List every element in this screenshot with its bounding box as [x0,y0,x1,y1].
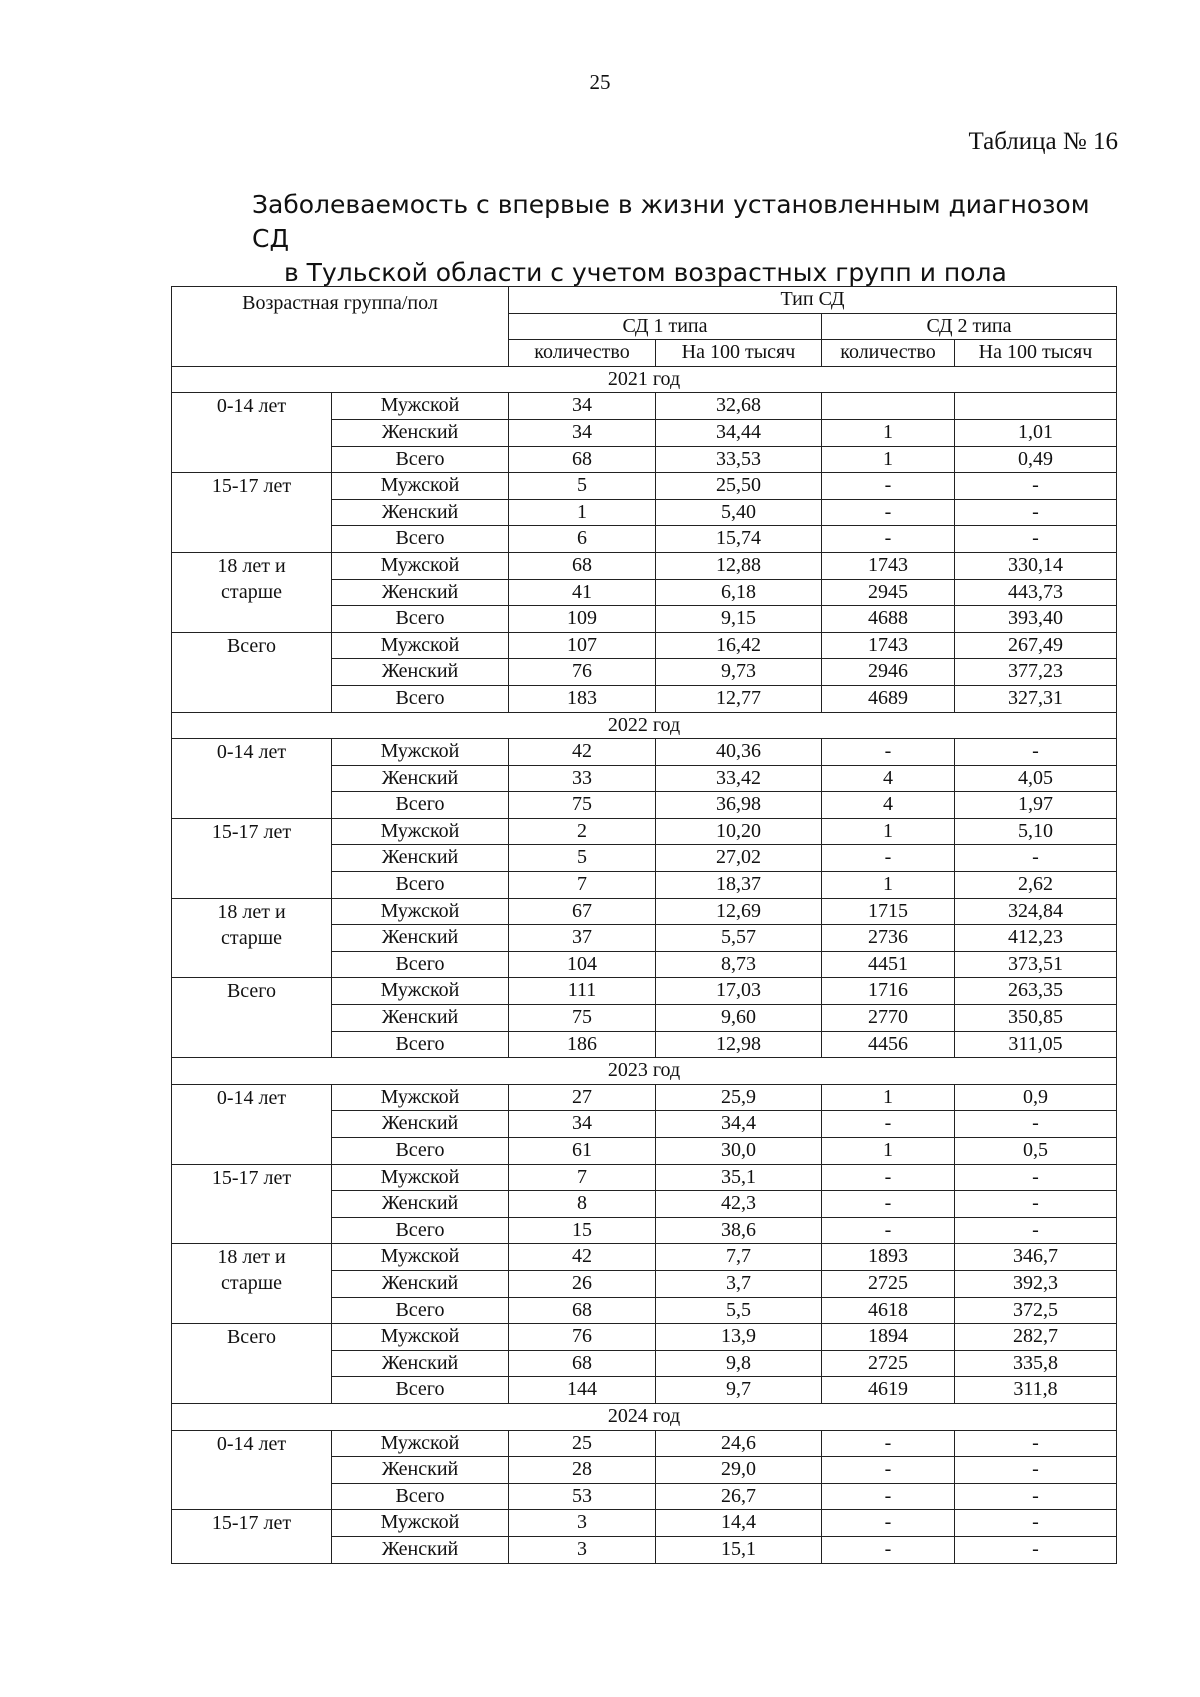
sex-cell: Всего [332,685,509,712]
sex-cell: Женский [332,1457,509,1484]
header-type2-per100k: На 100 тысяч [955,340,1117,367]
sex-cell: Женский [332,765,509,792]
type1-count-cell: 42 [509,739,656,766]
type2-rate-cell: 373,51 [955,951,1117,978]
type2-count-cell: 4689 [822,685,955,712]
type2-count-cell: 1743 [822,552,955,579]
type2-count-cell: - [822,526,955,553]
header-type2: СД 2 типа [822,313,1117,340]
sex-cell: Женский [332,1005,509,1032]
sex-cell: Всего [332,792,509,819]
sex-cell: Мужской [332,1164,509,1191]
table-row [172,393,1117,420]
type1-count-cell: 68 [509,446,656,473]
type1-count-cell: 186 [509,1031,656,1058]
type2-rate-cell: 267,49 [955,632,1117,659]
type2-rate-cell: 335,8 [955,1350,1117,1377]
type2-rate-cell: 263,35 [955,978,1117,1005]
type2-count-cell: - [822,739,955,766]
type2-rate-cell: - [955,1457,1117,1484]
year-row: 2023 год [172,1058,1117,1085]
type2-rate-cell: 393,40 [955,606,1117,633]
type1-count-cell: 53 [509,1483,656,1510]
type1-rate-cell: 42,3 [656,1191,822,1218]
sex-cell: Женский [332,419,509,446]
type2-count-cell [822,393,955,420]
type1-rate-cell: 9,15 [656,606,822,633]
type1-rate-cell: 27,02 [656,845,822,872]
type1-count-cell: 27 [509,1084,656,1111]
type1-count-cell: 1 [509,499,656,526]
header-type: Тип СД [509,287,1117,314]
type2-count-cell: 2946 [822,659,955,686]
type1-rate-cell: 34,44 [656,419,822,446]
type1-rate-cell: 32,68 [656,393,822,420]
sex-cell: Всего [332,1217,509,1244]
type1-count-cell: 34 [509,419,656,446]
type1-rate-cell: 7,7 [656,1244,822,1271]
type2-count-cell: 1 [822,446,955,473]
sex-cell: Мужской [332,552,509,579]
type2-count-cell: 1 [822,1084,955,1111]
type1-count-cell: 34 [509,393,656,420]
age-group-cell: 18 лет и старше [172,898,332,978]
type2-rate-cell: - [955,499,1117,526]
sex-cell: Мужской [332,739,509,766]
type1-count-cell: 7 [509,1164,656,1191]
type2-rate-cell: - [955,526,1117,553]
sex-cell: Всего [332,1377,509,1404]
type1-rate-cell: 33,42 [656,765,822,792]
type2-rate-cell: - [955,1164,1117,1191]
age-group-cell: 15-17 лет [172,1510,332,1563]
sex-cell: Мужской [332,1084,509,1111]
type2-count-cell: - [822,499,955,526]
type2-count-cell: 2736 [822,925,955,952]
type2-rate-cell: 330,14 [955,552,1117,579]
sex-cell: Всего [332,446,509,473]
type2-count-cell: 1743 [822,632,955,659]
type2-rate-cell: - [955,1483,1117,1510]
type1-count-cell: 67 [509,898,656,925]
type2-rate-cell: 282,7 [955,1324,1117,1351]
type1-count-cell: 104 [509,951,656,978]
type1-rate-cell: 9,60 [656,1005,822,1032]
type2-count-cell: - [822,1510,955,1537]
table-number: Таблица № 16 [968,128,1118,155]
type1-rate-cell: 5,40 [656,499,822,526]
type1-rate-cell: 6,18 [656,579,822,606]
sex-cell: Всего [332,606,509,633]
type1-rate-cell: 12,88 [656,552,822,579]
table-body [172,366,1117,1563]
type1-rate-cell: 9,8 [656,1350,822,1377]
type1-count-cell: 7 [509,872,656,899]
type1-rate-cell: 36,98 [656,792,822,819]
type2-rate-cell: 311,8 [955,1377,1117,1404]
type2-rate-cell: 372,5 [955,1297,1117,1324]
age-group-cell: 0-14 лет [172,739,332,819]
type1-rate-cell: 12,98 [656,1031,822,1058]
type2-rate-cell: 392,3 [955,1270,1117,1297]
type2-rate-cell: 346,7 [955,1244,1117,1271]
age-group-cell: 0-14 лет [172,393,332,473]
type2-count-cell: 1894 [822,1324,955,1351]
age-group-cell: Всего [172,632,332,712]
type2-count-cell: 1 [822,419,955,446]
header-type1-count: количество [509,340,656,367]
type2-count-cell: 4688 [822,606,955,633]
type1-count-cell: 5 [509,845,656,872]
page-number: 25 [589,70,611,94]
type2-rate-cell: 350,85 [955,1005,1117,1032]
type1-rate-cell: 3,7 [656,1270,822,1297]
type2-rate-cell: 2,62 [955,872,1117,899]
type1-count-cell: 107 [509,632,656,659]
sex-cell: Всего [332,1483,509,1510]
type1-count-cell: 28 [509,1457,656,1484]
type2-rate-cell: 0,5 [955,1138,1117,1165]
type2-rate-cell: - [955,845,1117,872]
type2-rate-cell: 0,9 [955,1084,1117,1111]
sex-cell: Мужской [332,632,509,659]
header-type2-count: количество [822,340,955,367]
type2-rate-cell: - [955,1191,1117,1218]
type2-count-cell: - [822,1191,955,1218]
type1-rate-cell: 5,5 [656,1297,822,1324]
type2-rate-cell: 311,05 [955,1031,1117,1058]
type1-rate-cell: 16,42 [656,632,822,659]
type2-count-cell: - [822,1536,955,1563]
year-row: 2024 год [172,1403,1117,1430]
sex-cell: Мужской [332,1510,509,1537]
type2-count-cell: - [822,1111,955,1138]
sex-cell: Мужской [332,1324,509,1351]
age-group-cell: 0-14 лет [172,1430,332,1510]
type1-count-cell: 3 [509,1536,656,1563]
table-title [252,188,1102,290]
type2-count-cell: - [822,1217,955,1244]
sex-cell: Мужской [332,898,509,925]
year-row: 2021 год [172,366,1117,393]
sex-cell: Женский [332,579,509,606]
type1-count-cell: 3 [509,1510,656,1537]
type1-count-cell: 111 [509,978,656,1005]
type1-count-cell: 8 [509,1191,656,1218]
table-row [172,978,1117,1005]
type1-rate-cell: 17,03 [656,978,822,1005]
type1-rate-cell: 26,7 [656,1483,822,1510]
age-group-cell: Всего [172,1324,332,1404]
type1-count-cell: 33 [509,765,656,792]
type1-rate-cell: 29,0 [656,1457,822,1484]
type2-count-cell: 4 [822,765,955,792]
age-group-cell: 15-17 лет [172,818,332,898]
table-row [172,473,1117,500]
type1-rate-cell: 35,1 [656,1164,822,1191]
type1-count-cell: 37 [509,925,656,952]
type1-rate-cell: 34,4 [656,1111,822,1138]
type2-count-cell: 4451 [822,951,955,978]
type1-rate-cell: 40,36 [656,739,822,766]
type1-count-cell: 76 [509,1324,656,1351]
type1-count-cell: 5 [509,473,656,500]
type2-rate-cell: 5,10 [955,818,1117,845]
type1-rate-cell: 5,57 [656,925,822,952]
age-group-cell: 18 лет и старше [172,1244,332,1324]
type2-count-cell: 1715 [822,898,955,925]
table-title-line-1: Заболеваемость с впервые в жизни установленным диагнозом СД [252,190,1090,253]
table-row [172,739,1117,766]
type2-count-cell: 2945 [822,579,955,606]
sex-cell: Мужской [332,1244,509,1271]
type2-count-cell: - [822,1457,955,1484]
type2-count-cell: 2725 [822,1350,955,1377]
sex-cell: Всего [332,951,509,978]
sex-cell: Мужской [332,1430,509,1457]
type1-count-cell: 75 [509,792,656,819]
sex-cell: Женский [332,1191,509,1218]
type1-count-cell: 75 [509,1005,656,1032]
table-row [172,1510,1117,1537]
sex-cell: Женский [332,1536,509,1563]
type1-rate-cell: 30,0 [656,1138,822,1165]
type2-count-cell: 1 [822,872,955,899]
type1-count-cell: 68 [509,1350,656,1377]
sex-cell: Всего [332,1138,509,1165]
type1-count-cell: 76 [509,659,656,686]
type1-rate-cell: 9,7 [656,1377,822,1404]
type1-count-cell: 42 [509,1244,656,1271]
type1-count-cell: 61 [509,1138,656,1165]
type2-rate-cell: 0,49 [955,446,1117,473]
sex-cell: Всего [332,1031,509,1058]
type1-count-cell: 68 [509,1297,656,1324]
age-group-cell: 15-17 лет [172,1164,332,1244]
sex-cell: Мужской [332,393,509,420]
sex-cell: Всего [332,872,509,899]
type2-rate-cell: 327,31 [955,685,1117,712]
type1-rate-cell: 14,4 [656,1510,822,1537]
type2-rate-cell: - [955,1217,1117,1244]
type1-count-cell: 41 [509,579,656,606]
type2-rate-cell: - [955,473,1117,500]
sex-cell: Женский [332,1111,509,1138]
type2-count-cell: 2725 [822,1270,955,1297]
type1-rate-cell: 38,6 [656,1217,822,1244]
type2-count-cell: - [822,473,955,500]
type2-rate-cell [955,393,1117,420]
type1-count-cell: 144 [509,1377,656,1404]
table-row [172,1324,1117,1351]
table-row [172,898,1117,925]
table-row [172,1430,1117,1457]
type1-count-cell: 109 [509,606,656,633]
type2-count-cell: 4456 [822,1031,955,1058]
type1-count-cell: 34 [509,1111,656,1138]
type1-count-cell: 25 [509,1430,656,1457]
type2-rate-cell: 1,01 [955,419,1117,446]
sex-cell: Женский [332,659,509,686]
age-group-cell: Всего [172,978,332,1058]
type2-rate-cell: 1,97 [955,792,1117,819]
type2-rate-cell: - [955,1430,1117,1457]
type2-rate-cell: 324,84 [955,898,1117,925]
age-group-cell: 0-14 лет [172,1084,332,1164]
type1-rate-cell: 8,73 [656,951,822,978]
table-row [172,1084,1117,1111]
table-row [172,818,1117,845]
type1-rate-cell: 25,50 [656,473,822,500]
type1-rate-cell: 15,74 [656,526,822,553]
type1-count-cell: 6 [509,526,656,553]
type2-count-cell: 1893 [822,1244,955,1271]
sex-cell: Всего [332,526,509,553]
sex-cell: Женский [332,845,509,872]
type1-count-cell: 2 [509,818,656,845]
incidence-table [171,286,1117,1564]
type2-count-cell: 2770 [822,1005,955,1032]
header-age-sex: Возрастная группа/пол [172,287,509,367]
sex-cell: Всего [332,1297,509,1324]
type1-rate-cell: 12,69 [656,898,822,925]
sex-cell: Мужской [332,978,509,1005]
type2-count-cell: - [822,1164,955,1191]
sex-cell: Женский [332,1270,509,1297]
sex-cell: Мужской [332,473,509,500]
type2-count-cell: 1716 [822,978,955,1005]
type2-count-cell: 1 [822,1138,955,1165]
type1-rate-cell: 12,77 [656,685,822,712]
type2-rate-cell: 377,23 [955,659,1117,686]
sex-cell: Женский [332,925,509,952]
type2-rate-cell: 4,05 [955,765,1117,792]
type2-rate-cell: - [955,1536,1117,1563]
table-row [172,1244,1117,1271]
sex-cell: Женский [332,1350,509,1377]
table-row [172,1164,1117,1191]
type2-count-cell: 4619 [822,1377,955,1404]
age-group-cell: 18 лет и старше [172,552,332,632]
table-title-line-2: в Тульской области с учетом возрастных групп и пола [284,258,1007,287]
type1-count-cell: 183 [509,685,656,712]
type1-rate-cell: 13,9 [656,1324,822,1351]
type1-rate-cell: 9,73 [656,659,822,686]
type2-count-cell: - [822,1430,955,1457]
type2-count-cell: - [822,845,955,872]
header-type1-per100k: На 100 тысяч [656,340,822,367]
type2-count-cell: 1 [822,818,955,845]
age-group-cell: 15-17 лет [172,473,332,553]
type2-rate-cell: 443,73 [955,579,1117,606]
type2-rate-cell: - [955,1510,1117,1537]
table-row [172,632,1117,659]
type2-count-cell: 4618 [822,1297,955,1324]
header-type1: СД 1 типа [509,313,822,340]
type2-rate-cell: - [955,739,1117,766]
type1-rate-cell: 24,6 [656,1430,822,1457]
type2-rate-cell: 412,23 [955,925,1117,952]
type2-count-cell: 4 [822,792,955,819]
type1-count-cell: 68 [509,552,656,579]
type1-rate-cell: 25,9 [656,1084,822,1111]
year-row: 2022 год [172,712,1117,739]
type1-rate-cell: 33,53 [656,446,822,473]
type2-count-cell: - [822,1483,955,1510]
table-row [172,552,1117,579]
sex-cell: Мужской [332,818,509,845]
type1-rate-cell: 15,1 [656,1536,822,1563]
type1-rate-cell: 10,20 [656,818,822,845]
type1-count-cell: 15 [509,1217,656,1244]
type1-rate-cell: 18,37 [656,872,822,899]
type1-count-cell: 26 [509,1270,656,1297]
sex-cell: Женский [332,499,509,526]
type2-rate-cell: - [955,1111,1117,1138]
